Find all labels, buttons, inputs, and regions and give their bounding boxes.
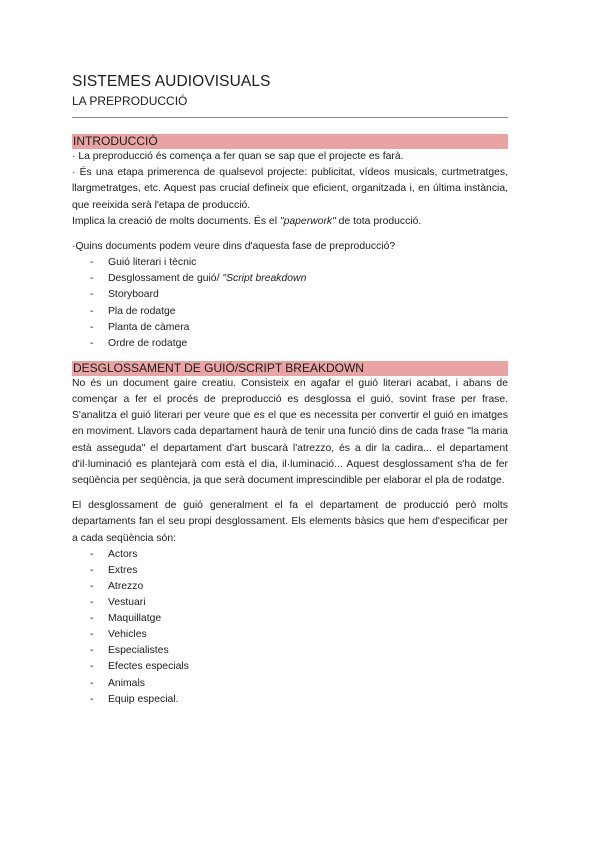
document-subtitle: LA PREPRODUCCIÓ [72,94,188,108]
list-item: - Animals [72,676,508,692]
intro-paragraph-3 [72,214,508,230]
list-item: - Vestuari [72,595,508,611]
list-item: - Storyboard [72,287,508,303]
intro-p3-after: de tota producció. [335,215,422,227]
list-item: - Pla de rodatge [72,304,508,320]
intro-question: ·Quins documents podem veure dins d'aquesta fase de preproducció? [72,241,396,253]
document-page [72,72,508,708]
header-divider [72,117,508,118]
list-item: - Vehicles [72,627,508,643]
list-item: - Maquillatge [72,611,508,627]
list-item: - Ordre de rodatge [72,336,508,352]
list-item: - Equip especial. [72,692,508,708]
list-item: - Efectes especials [72,659,508,675]
list-item-emphasis: "Script breakdown [222,273,307,285]
intro-paragraph-1: · La preproducció és comença a fer quan se sap que el projecte es farà. [72,151,404,162]
section-heading-desglossament: DESGLOSSAMENT DE GUIÓ/SCRIPT BREAKDOWN [72,361,508,376]
list-item: - Actors [72,547,508,563]
breakdown-paragraph-1: No és un document gaire creatiu. Consisteix en agafar el guió literari acabat, i abans de començar a fer el procés de preproducció es desglossa el guió, sovint frase per frase. S'analitza el guió literari per veure que es el que es necessita per convertir el guió en imatges en moviment. Llavors cada departament haurà de tenir una funció dins de cada frase "la maria està asseguda" el departament d'art buscarà l'atrezzo, és a dir la cadira... el departament d'il·luminació es plantejarà com està el dia, il·luminació... Aquest desglossament s'ha de fer seqüència per seqüència, ja que serà document imprescindible per elaborar el pla de rodatge. [72,377,508,486]
section-heading-introduccio: INTRODUCCIÓ [72,134,508,149]
list-item: - Atrezzo [72,579,508,595]
documents-list [72,255,508,352]
list-item [72,271,508,287]
elements-list [72,547,508,708]
list-item: - Especialistes [72,643,508,659]
document-title: SISTEMES AUDIOVISUALS [72,73,271,90]
intro-paragraph-2: · És una etapa primerenca de qualsevol projecte: publicitat, vídeos musicals, curtmetratges, llargmetratges, etc. Aquest pas crucial defineix que eficient, organitzada i, en última instància, que reeixida serà l'etapa de producció. [72,167,508,211]
intro-p3-emphasis: "paperwork" [279,215,336,227]
list-item: - Guió literari i tècnic [72,255,508,271]
list-item: - Planta de càmera [72,320,508,336]
intro-p3-before: Implica la creació de molts documents. És el [72,215,280,227]
list-item-text: Desglossament de guió/ [108,273,223,285]
breakdown-paragraph-2: El desglossament de guió generalment el fa el departament de producció però molts departaments fan el seu propi desglossament. Els elements bàsics que hem d'especificar per a cada seqüència són: [72,500,508,544]
list-item: - Extres [72,563,508,579]
